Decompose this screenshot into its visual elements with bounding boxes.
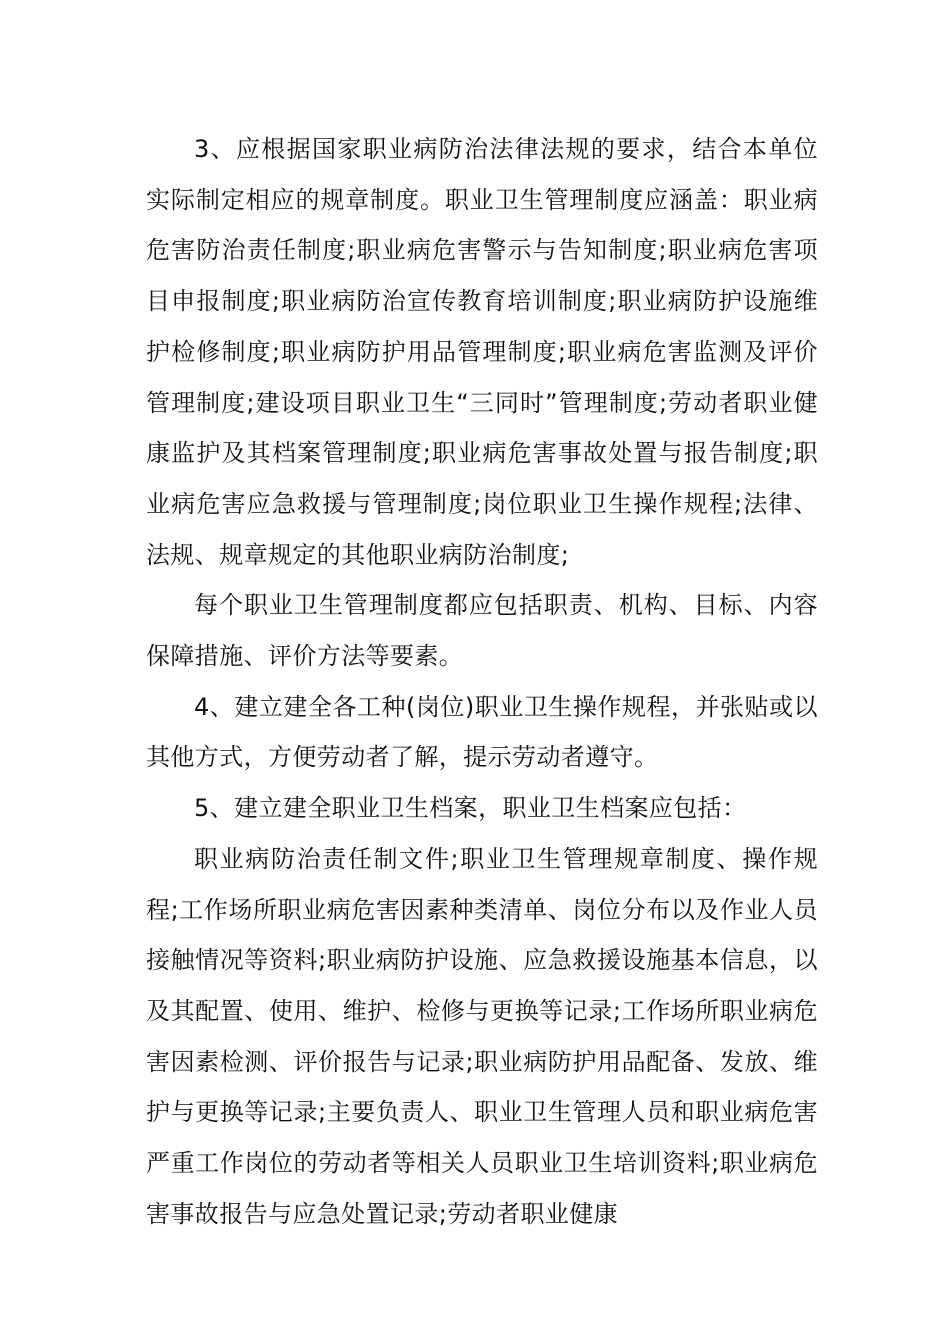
- paragraph-system-elements: 每个职业卫生管理制度都应包括职责、机构、目标、内容保障措施、评价方法等要素。: [146, 591, 818, 671]
- paragraph-regulations: 3、应根据国家职业病防治法律法规的要求，结合本单位实际制定相应的规章制度。职业卫生管理制度应涵盖：职业病危害防治责任制度;职业病危害警示与告知制度;职业病危害项目申报制度;职业病防治宣传教育培训制度;职业病防护设施维护检修制度;职业病防护用品管理制度;职业病危害监测及评价管理制度;建设项目职业卫生“三同时”管理制度;劳动者职业健康监护及其档案管理制度;职业病危害事故处置与报告制度;职业病危害应急救援与管理制度;岗位职业卫生操作规程;法律、法规、规章规定的其他职业病防治制度;: [146, 135, 818, 569]
- paragraph-operating-rules: 4、建立建全各工种(岗位)职业卫生操作规程，并张贴或以其他方式，方便劳动者了解，提示劳动者遵守。: [146, 692, 818, 772]
- paragraph-archives-heading: 5、建立建全职业卫生档案，职业卫生档案应包括：: [194, 794, 747, 823]
- document-body: [146, 124, 818, 1239]
- paragraph-archives-content: 职业病防治责任制文件;职业卫生管理规章制度、操作规程;工作场所职业病危害因素种类清单、岗位分布以及作业人员接触情况等资料;职业病防护设施、应急救援设施基本信息，以及其配置、使用、维护、检修与更换等记录;工作场所职业病危害因素检测、评价报告与记录;职业病防护用品配备、发放、维护与更换等记录;主要负责人、职业卫生管理人员和职业病危害严重工作岗位的劳动者等相关人员职业卫生培训资料;职业病危害事故报告与应急处置记录;劳动者职业健康: [146, 844, 818, 1228]
